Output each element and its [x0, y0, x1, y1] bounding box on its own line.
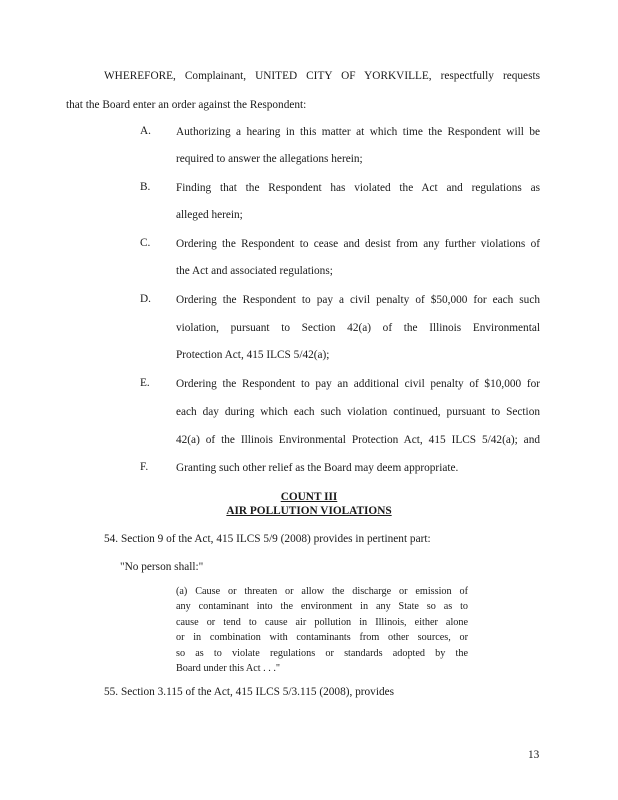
wherefore-line-2: that the Board enter an order against the Respondent:: [66, 99, 307, 111]
request-letter-f: F.: [140, 461, 149, 473]
count-number-heading: COUNT III: [280, 491, 338, 503]
request-b-line-1: Finding that the Respondent has violated the Act and regulations as: [176, 182, 540, 194]
request-b-line-2: alleged herein;: [176, 209, 243, 221]
request-d-line-3: Protection Act, 415 ILCS 5/42(a);: [176, 349, 330, 361]
no-person-shall-intro: "No person shall:": [120, 561, 204, 573]
request-letter-d: D.: [140, 293, 151, 305]
request-e-line-2: each day during which each such violation continued, pursuant to Section: [176, 406, 540, 418]
request-letter-e: E.: [140, 377, 150, 389]
request-f-line-1: Granting such other relief as the Board may deem appropriate.: [176, 462, 459, 474]
request-d-line-2: violation, pursuant to Section 42(a) of the Illinois Environmental: [176, 322, 540, 334]
quote-line: any contaminant into the environment in any State so as to: [176, 601, 468, 613]
statute-block-quote: [176, 584, 468, 676]
request-e-line-3: 42(a) of the Illinois Environmental Protection Act, 415 ILCS 5/42(a); and: [176, 434, 540, 446]
quote-line: Board under this Act . . .": [176, 663, 281, 675]
wherefore-line-1: WHEREFORE, Complainant, UNITED CITY OF YORKVILLE, respectfully requests: [104, 70, 540, 82]
request-c-line-1: Ordering the Respondent to cease and desist from any further violations of: [176, 238, 540, 250]
quote-line: so as to violate regulations or standards adopted by the: [176, 647, 468, 659]
request-c-line-2: the Act and associated regulations;: [176, 265, 333, 277]
paragraph-55: 55. Section 3.115 of the Act, 415 ILCS 5/3.115 (2008), provides: [104, 686, 395, 698]
request-letter-b: B.: [140, 181, 151, 193]
request-d-line-1: Ordering the Respondent to pay a civil penalty of $50,000 for each such: [176, 294, 540, 306]
page-number: 13: [528, 749, 540, 761]
request-e-line-1: Ordering the Respondent to pay an additional civil penalty of $10,000 for: [176, 378, 540, 390]
quote-line: or in combination with contaminants from other sources, or: [176, 632, 468, 644]
request-letter-a: A.: [140, 125, 151, 137]
request-a-line-1: Authorizing a hearing in this matter at which time the Respondent will be: [176, 126, 540, 138]
request-a-line-2: required to answer the allegations herein;: [176, 153, 363, 165]
paragraph-54: 54. Section 9 of the Act, 415 ILCS 5/9 (2008) provides in pertinent part:: [104, 533, 431, 545]
quote-line: (a) Cause or threaten or allow the discharge or emission of: [176, 586, 468, 597]
request-letter-c: C.: [140, 237, 151, 249]
quote-line: cause or tend to cause air pollution in Illinois, either alone: [176, 616, 468, 628]
count-title-heading: AIR POLLUTION VIOLATIONS: [226, 505, 392, 517]
